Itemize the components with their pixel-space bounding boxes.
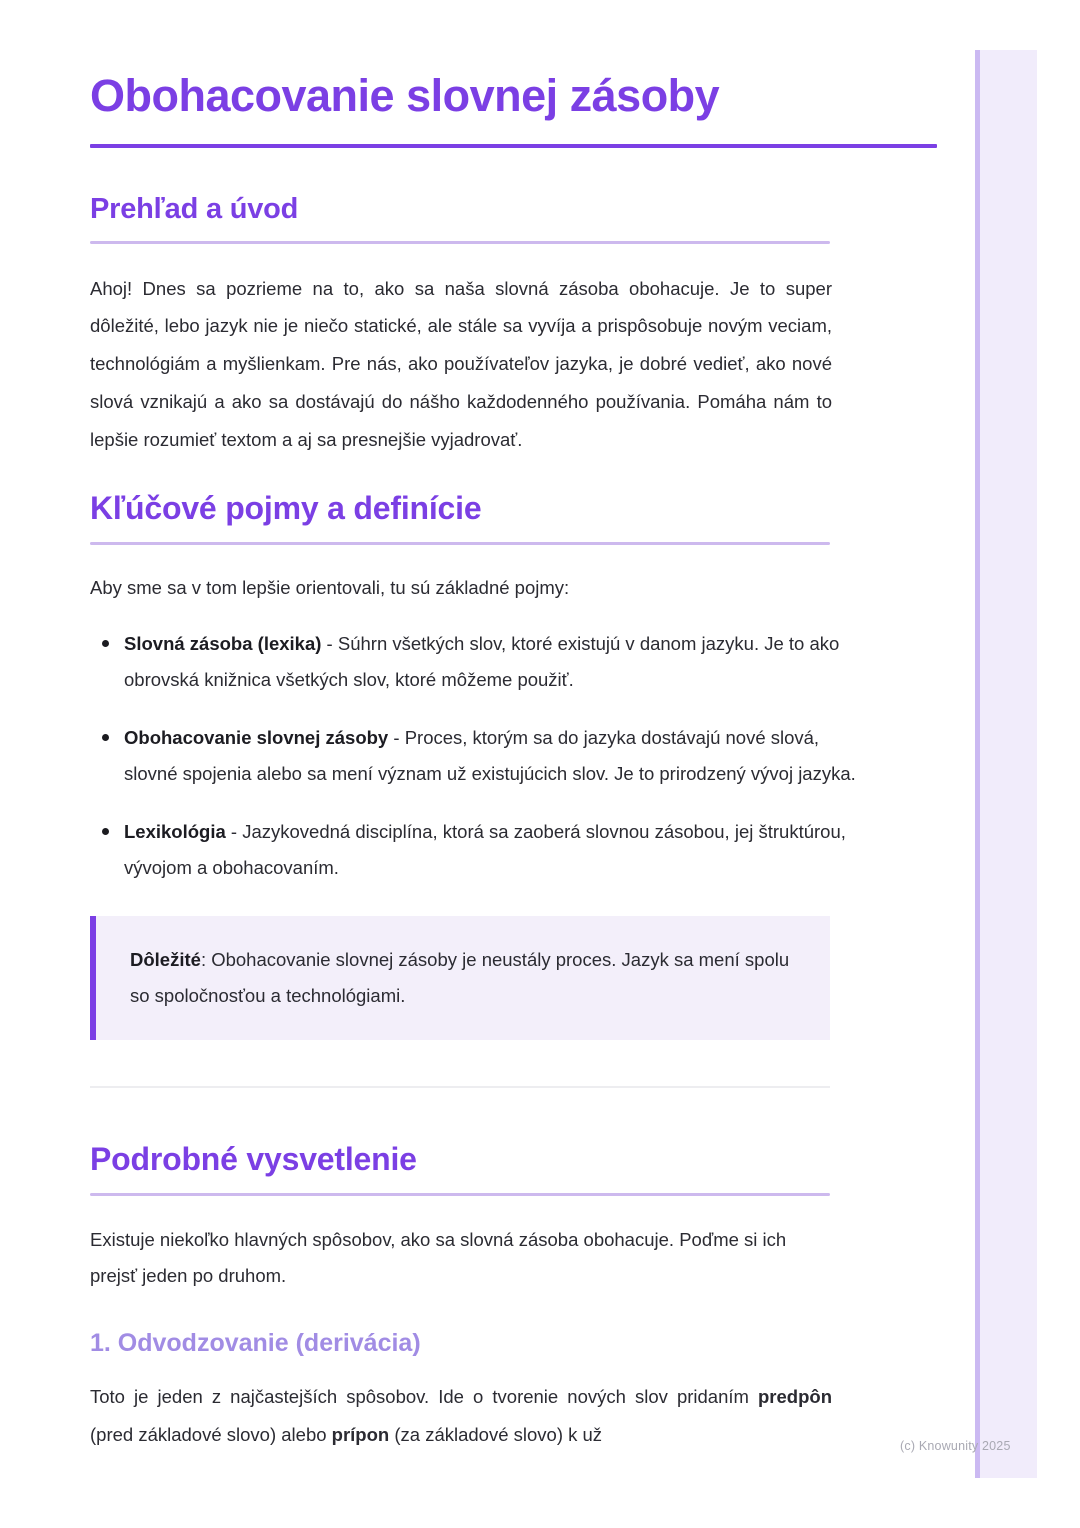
- list-item: [124, 626, 864, 698]
- subsection-heading-derivation: 1. Odvodzovanie (derivácia): [90, 1328, 421, 1357]
- list-item: [124, 720, 864, 792]
- term-name: Slovná zásoba (lexika): [124, 632, 322, 654]
- key-terms-intro: Aby sme sa v tom lepšie orientovali, tu sú základné pojmy:: [90, 576, 570, 598]
- derivation-paragraph: [90, 1378, 832, 1454]
- section-heading-key-terms: Kľúčové pojmy a definície: [90, 490, 482, 527]
- copyright-watermark: (c) Knowunity 2025: [900, 1439, 1011, 1453]
- right-decorative-strip: [975, 50, 1037, 1478]
- callout-body: Obohacovanie slovnej zásoby je neustály proces. Jazyk sa mení spolu so spoločnosťou a technológiami.: [130, 949, 790, 1007]
- page-title: Obohacovanie slovnej zásoby: [90, 70, 720, 121]
- callout-separator: :: [200, 949, 212, 971]
- term-separator: -: [388, 726, 405, 748]
- callout-label: Dôležité: [130, 949, 201, 971]
- term-separator: -: [225, 821, 243, 843]
- overview-paragraph: Ahoj! Dnes sa pozrieme na to, ako sa naša slovná zásoba obohacuje. Je to super dôležité, lebo jazyk nie je niečo statické, ale stále sa vyvíja a prispôsobuje novým veciam, technológiám a myšlienkam. Pre nás, ako používateľov jazyka, je dobré vedieť, ako nové slová vznikajú a ako sa dostávajú do nášho každodenného používania. Pomáha nám to lepšie rozumieť textom a aj sa presnejšie vyjadrovať.: [90, 277, 832, 451]
- important-callout: [90, 916, 830, 1040]
- callout-text: [130, 942, 800, 1014]
- title-divider: [90, 144, 937, 148]
- derivation-text-part2: (pred základové slovo) alebo: [90, 1423, 332, 1445]
- derivation-text-part3: (za základové slovo) k už: [389, 1423, 603, 1445]
- heading-underline-key-terms: [90, 542, 830, 545]
- heading-underline-detailed-explanation: [90, 1193, 830, 1196]
- term-separator: -: [321, 632, 338, 654]
- term-name: Obohacovanie slovnej zásoby: [124, 726, 389, 748]
- detailed-explanation-intro: Existuje niekoľko hlavných spôsobov, ako sa slovná zásoba obohacuje. Poďme si ich prejsť jeden po druhom.: [90, 1228, 787, 1286]
- derivation-bold-suffix: prípon: [331, 1423, 390, 1445]
- term-definition: Súhrn všetkých slov, ktoré existujú v danom jazyku. Je to ako obrovská knižnica všetkých slov, ktoré môžeme použiť.: [124, 632, 840, 690]
- key-terms-list: [90, 626, 864, 886]
- term-definition: Proces, ktorým sa do jazyka dostávajú nové slová, slovné spojenia alebo sa mení význam už existujúcich slov. Je to prirodzený vývoj jazyka.: [124, 726, 856, 785]
- section-heading-overview: Prehľad a úvod: [90, 192, 299, 225]
- derivation-bold-prefix: predpôn: [758, 1385, 832, 1407]
- list-item: [124, 814, 864, 886]
- heading-underline-overview: [90, 241, 830, 244]
- derivation-text-part1: Toto je jeden z najčastejších spôsobov. Ide o tvorenie nových slov pridaním: [90, 1385, 758, 1407]
- term-definition: Jazykovedná disciplína, ktorá sa zaoberá slovnou zásobou, jej štruktúrou, vývojom a obohacovaním.: [124, 821, 846, 879]
- section-divider: [90, 1086, 830, 1088]
- section-heading-detailed-explanation: Podrobné vysvetlenie: [90, 1141, 417, 1178]
- term-name: Lexikológia: [124, 821, 226, 843]
